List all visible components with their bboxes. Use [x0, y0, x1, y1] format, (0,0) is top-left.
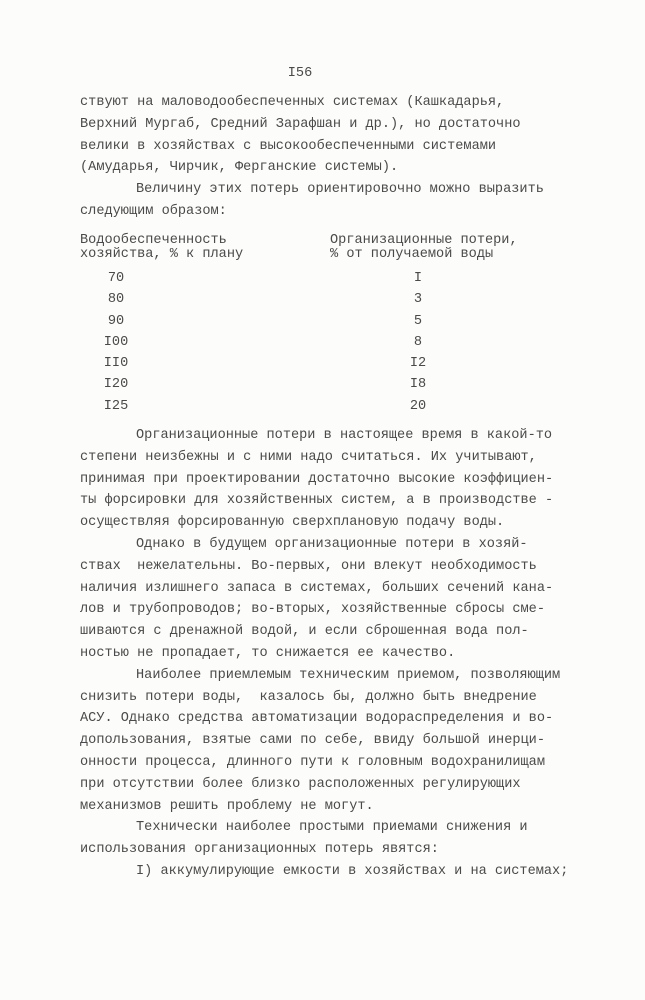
- text-line: допользования, взятые сами по себе, ввиду большой инерци-: [80, 733, 545, 749]
- loss-cell: 20: [409, 398, 427, 414]
- loss-cell: I8: [409, 377, 427, 393]
- text-line: следующим образом:: [80, 203, 227, 219]
- supply-cell: 80: [107, 292, 125, 308]
- supply-cell: I00: [103, 334, 129, 350]
- supply-cell: II0: [103, 356, 129, 372]
- table-row: [80, 268, 580, 289]
- text-line: Верхний Мургаб, Средний Зарафшан и др.), но достаточно: [80, 116, 521, 132]
- paragraph-body: [80, 425, 580, 883]
- text-line: ствах нежелательны. Во-первых, они влекут необходимость: [80, 558, 537, 574]
- loss-cell: 5: [413, 313, 423, 329]
- text-line: при отсутствии более близко расположенных регулирующих: [80, 776, 521, 792]
- text-line: Наиболее приемлемым техническим приемом, позволяющим: [136, 667, 561, 683]
- supply-cell: 70: [107, 271, 125, 286]
- text-line: ностью не пропадает, то снижается ее качество.: [80, 645, 456, 661]
- table-row: [80, 353, 580, 374]
- text-line: I) аккумулирующие емкости в хозяйствах и на системах;: [136, 863, 569, 879]
- text-line: лов и трубопроводов; во-вторых, хозяйственные сбросы сме-: [80, 602, 545, 618]
- table-row: [80, 311, 580, 332]
- text-line: Технически наиболее простыми приемами снижения и: [136, 820, 528, 836]
- paragraph-intro: [80, 92, 580, 223]
- loss-cell: I: [413, 271, 423, 286]
- text-line: Организационные потери в настоящее время в какой-то: [136, 428, 553, 443]
- text-line: снизить потери воды, казалось бы, должно быть внедрение: [80, 689, 537, 705]
- text-line: наличия излишнего запаса в системах, больших сечений кана-: [80, 580, 554, 596]
- text-line: механизмов решить проблему не могут.: [80, 798, 374, 814]
- text-line: (Амударья, Чирчик, Ферганские системы).: [80, 160, 399, 176]
- text-line: Величину этих потерь ориентировочно можно выразить: [136, 182, 544, 198]
- supply-cell: I20: [103, 377, 129, 393]
- loss-table: [80, 268, 580, 417]
- page-number: I56: [287, 66, 313, 81]
- text-line: велики в хозяйствах с высокообеспеченными системами: [80, 138, 497, 154]
- loss-cell: 8: [413, 334, 423, 350]
- text-line: АСУ. Однако средства автоматизации водораспределения и во-: [80, 711, 554, 727]
- text-line: ствуют на маловодообеспеченных системах (Кашкадарья,: [80, 95, 505, 110]
- text-line: осуществляя форсированную сверхплановую подачу воды.: [80, 515, 505, 531]
- loss-cell: I2: [409, 356, 427, 372]
- text-line: Однако в будущем организационные потери в хозяй-: [136, 536, 528, 552]
- column-header-supply: Водообеспеченность хозяйства, % к плану: [80, 233, 244, 262]
- table-row: [80, 289, 580, 310]
- text-line: ты форсировки для хозяйственных систем, а в производстве -: [80, 493, 554, 509]
- text-line: онности процесса, длинного пути к головным водохранилищам: [80, 754, 545, 770]
- loss-cell: 3: [413, 292, 423, 308]
- text-line: принимая при проектировании достаточно высокие коэффициен-: [80, 471, 554, 487]
- supply-cell: 90: [107, 313, 125, 329]
- text-line: степени неизбежны и с ними надо считаться. Их учитывают,: [80, 449, 537, 465]
- table-row: [80, 374, 580, 395]
- text-line: использования организационных потерь явятся:: [80, 842, 439, 858]
- column-header-loss: Организационные потери, % от получаемой воды: [330, 233, 518, 262]
- table-row: [80, 332, 580, 353]
- supply-cell: I25: [103, 398, 129, 414]
- table-row: [80, 396, 580, 417]
- text-line: шиваются с дренажной водой, и если сброшенная вода пол-: [80, 624, 529, 640]
